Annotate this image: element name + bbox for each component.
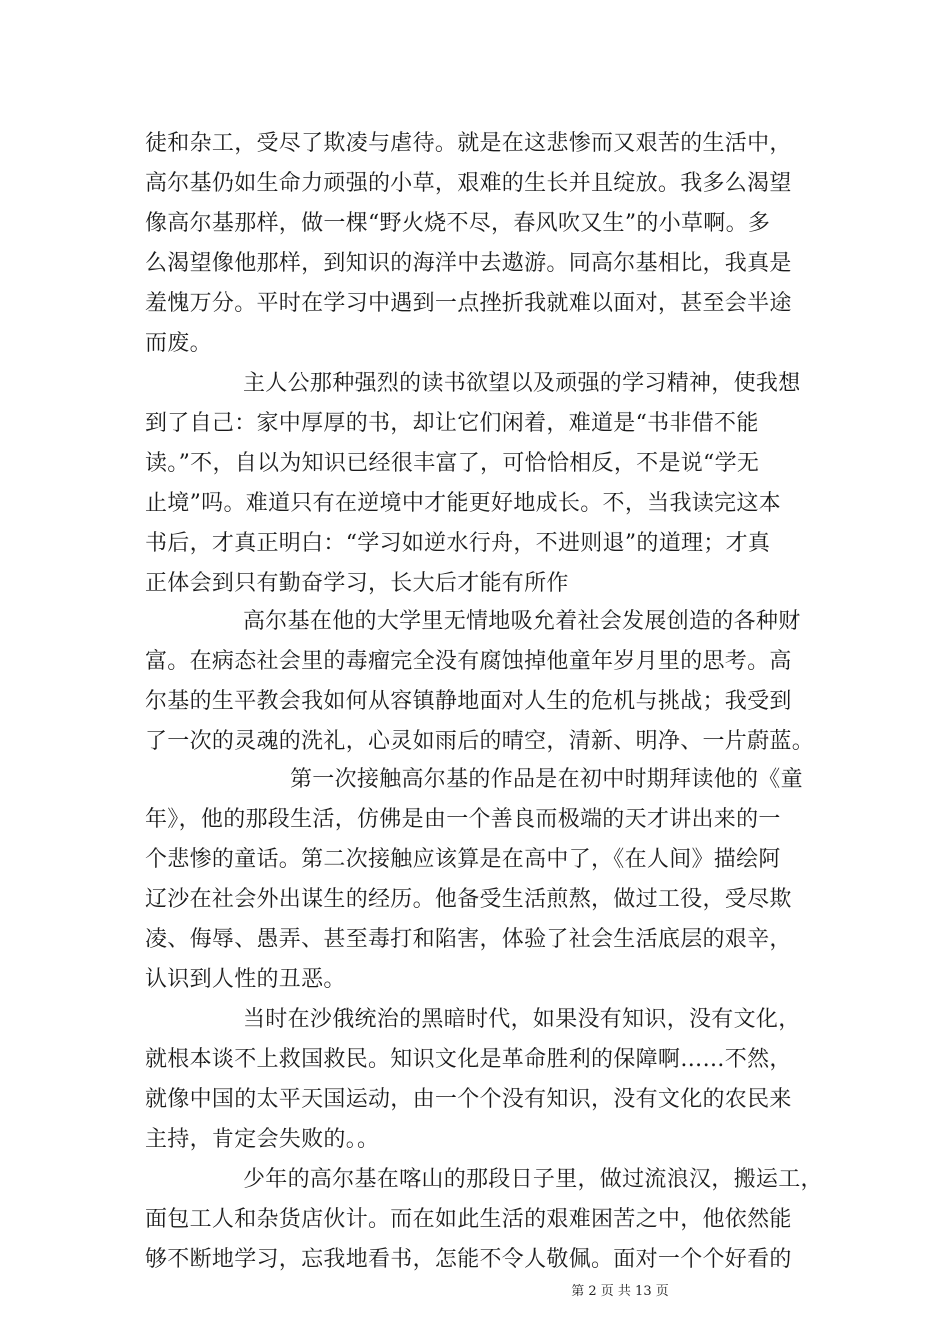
text-line: 主持，肯定会失败的。。 [145,1127,380,1152]
text-line: 而废。 [145,331,212,356]
page-number-footer: 第 2 页 共 13 页 [571,1284,669,1299]
text-line: 年》，他的那段生活，仿佛是由一个善良而极端的天才讲出来的一 [145,807,781,832]
text-line: 认识到人性的丑恶。 [145,967,346,992]
text-line: 凌、侮辱、愚弄、甚至毒打和陷害，体验了社会生活底层的艰辛， [145,927,792,952]
text-line: 读。”不，自以为知识已经很丰富了，可恰恰相反，不是说“学无 [145,451,760,476]
text-line: 羞愧万分。平时在学习中遇到一点挫折我就难以面对，甚至会半途 [145,291,792,316]
text-line: 富。在病态社会里的毒瘤完全没有腐蚀掉他童年岁月里的思考。高 [145,649,792,674]
text-line: 面包工人和杂货店伙计。而在如此生活的艰难困苦之中，他依然能 [145,1207,792,1232]
text-line: 止境”吗。难道只有在逆境中才能更好地成长。不，当我读完这本 [145,491,781,516]
text-line: 就像中国的太平天国运动，由一个个没有知识，没有文化的农民来 [145,1087,792,1112]
text-line: 高尔基仍如生命力顽强的小草，艰难的生长并且绽放。我多么渴望 [145,171,792,196]
paragraph-start-line: 第一次接触高尔基的作品是在初中时期拜读他的《童 [290,767,803,792]
paragraph-start-line: 高尔基在他的大学里无情地吸允着社会发展创造的各种财 [243,609,801,634]
paragraph-start-line: 少年的高尔基在喀山的那段日子里，做过流浪汉，搬运工， [243,1167,823,1192]
text-line: 尔基的生平教会我如何从容镇静地面对人生的危机与挑战；我受到 [145,689,792,714]
text-line: 像高尔基那样，做一棵“野火烧不尽，春风吹又生”的小草啊。多 [145,211,771,236]
text-line: 正体会到只有勤奋学习，长大后才能有所作 [145,571,569,596]
text-line: 了一次的灵魂的洗礼，心灵如雨后的晴空，清新、明净、一片蔚蓝。 [145,729,815,754]
paragraph-start-line: 主人公那种强烈的读书欲望以及顽强的学习精神，使我想 [243,371,801,396]
text-line: 够不断地学习，忘我地看书，怎能不令人敬佩。面对一个个好看的 [145,1247,792,1272]
text-line: 徒和杂工，受尽了欺凌与虐待。就是在这悲惨而又艰苦的生活中， [145,131,792,156]
text-line: 书后，才真正明白：“学习如逆水行舟，不进则退”的道理；才真 [145,531,771,556]
text-line: 就根本谈不上救国救民。知识文化是革命胜利的保障啊……不然， [145,1047,792,1072]
text-line: 么渴望像他那样，到知识的海洋中去遨游。同高尔基相比，我真是 [145,251,792,276]
paragraph-start-line: 当时在沙俄统治的黑暗时代，如果没有知识，没有文化， [243,1007,801,1032]
text-line: 到了自己：家中厚厚的书，却让它们闲着，难道是“书非借不能 [145,411,759,436]
text-line: 个悲惨的童话。第二次接触应该算是在高中了，《在人间》描绘阿 [145,847,781,872]
text-line: 辽沙在社会外出谋生的经历。他备受生活煎熬，做过工役，受尽欺 [145,887,792,912]
